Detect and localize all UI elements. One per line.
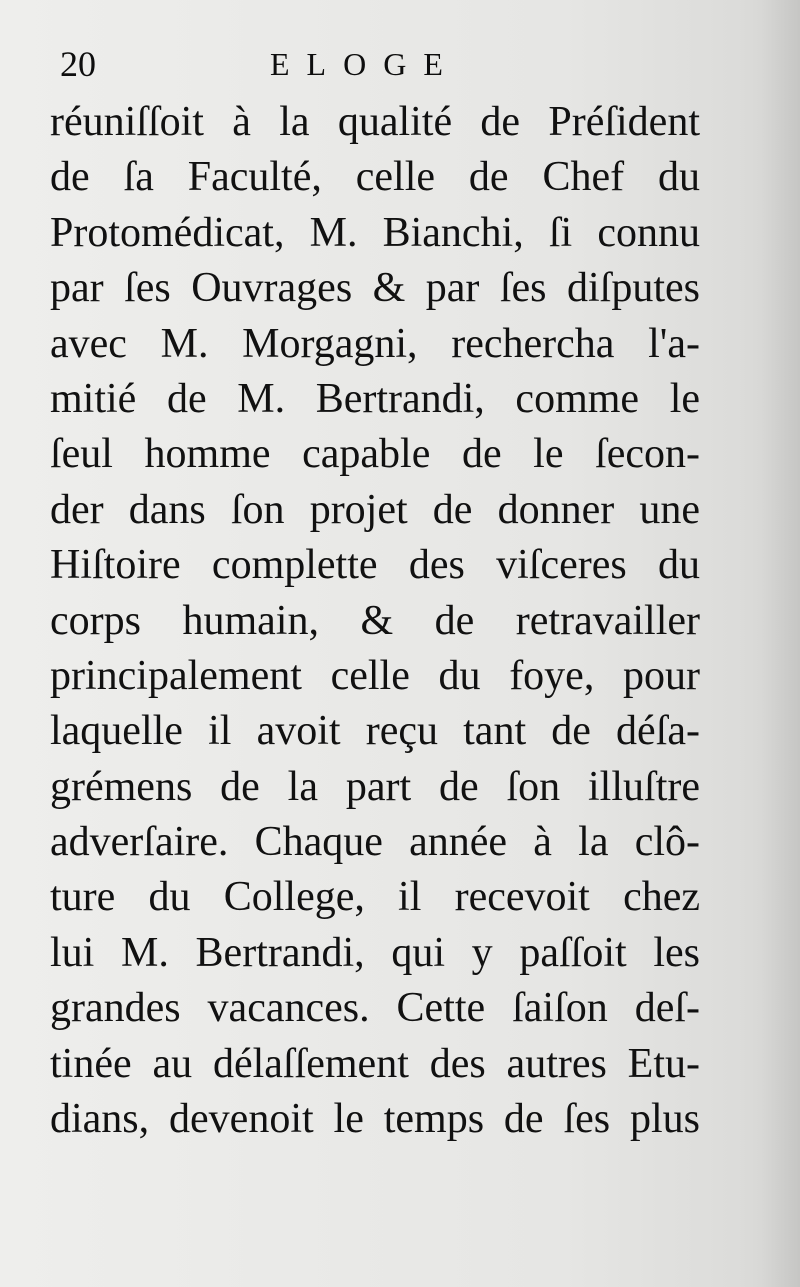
page-number: 20 bbox=[60, 44, 96, 84]
page-edge-shadow bbox=[760, 0, 800, 1287]
text-line: Protomédicat, M. Bianchi, ſi connu bbox=[50, 209, 700, 256]
text-line: avec M. Morgagni, rechercha l'a- bbox=[50, 320, 700, 367]
text-line: mitié de M. Bertrandi, comme le bbox=[50, 375, 700, 422]
text-line: tinée au délaſſement des autres Etu- bbox=[50, 1040, 700, 1087]
text-line: par ſes Ouvrages & par ſes diſputes bbox=[50, 265, 700, 312]
text-line: ſeul homme capable de le ſecon- bbox=[50, 431, 700, 478]
text-line: principalement celle du foye, pour bbox=[50, 652, 700, 699]
text-line: Hiſtoire complette des viſceres du bbox=[50, 542, 700, 589]
text-line: corps humain, & de retravailler bbox=[50, 597, 700, 644]
text-line: réuniſſoit à la qualité de Préſident bbox=[50, 99, 700, 145]
text-line: de ſa Faculté, celle de Chef du bbox=[50, 154, 700, 201]
text-line: laquelle il avoit reçu tant de déſa- bbox=[50, 708, 700, 755]
running-title: ELOGE bbox=[270, 46, 460, 82]
body-text bbox=[50, 95, 700, 1147]
text-line: grandes vacances. Cette ſaiſon deſ- bbox=[50, 985, 700, 1032]
text-line: grémens de la part de ſon illuſtre bbox=[50, 763, 700, 810]
text-line: lui M. Bertrandi, qui y paſſoit les bbox=[50, 929, 700, 976]
text-line: adverſaire. Chaque année à la clô- bbox=[50, 819, 700, 866]
page-header bbox=[60, 40, 690, 100]
text-line: dians, devenoit le temps de ſes plus bbox=[50, 1096, 700, 1143]
text-line: ture du College, il recevoit chez bbox=[50, 874, 700, 921]
text-line: der dans ſon projet de donner une bbox=[50, 486, 700, 533]
